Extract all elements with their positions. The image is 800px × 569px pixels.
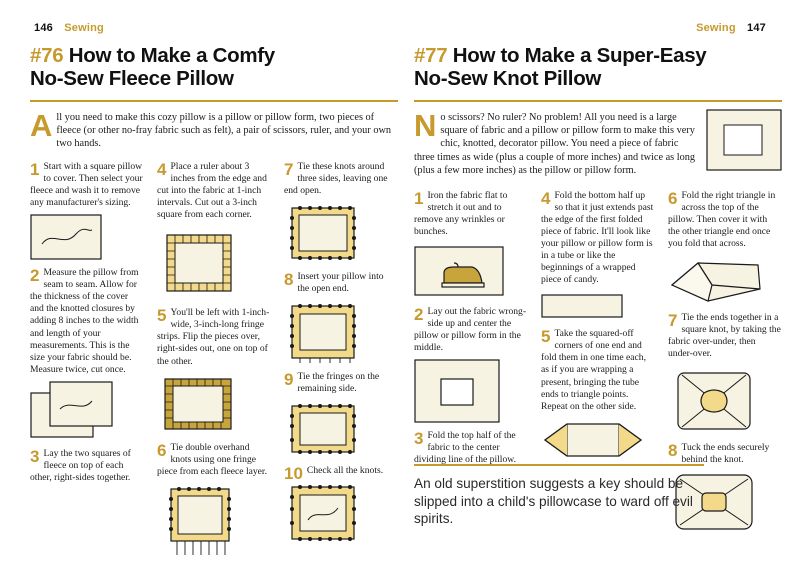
step-text: Place a ruler about 3 inches from the edge and cut into the fabric at 1-inch intervals. Cut out a 3-inch square from each corner. <box>157 160 267 221</box>
step <box>668 312 781 435</box>
step-text: Tie double overhand knots using one fringe piece from each fleece layer. <box>157 441 267 477</box>
step <box>157 307 270 434</box>
section-label-right: Sewing <box>696 22 736 34</box>
step <box>414 430 527 466</box>
illustration-pillow-form-square <box>706 109 782 176</box>
step-number: 3 <box>30 446 40 466</box>
step <box>541 190 654 322</box>
illustration-tie-remaining <box>284 400 397 458</box>
step-number: 1 <box>30 159 40 179</box>
project-76-steps <box>30 161 398 566</box>
drop-cap: N <box>414 107 437 143</box>
project-77-title-line2: No-Sew Knot Pillow <box>414 67 602 91</box>
step-text: Lay the two squares of fleece on top of each other, right-sides together. <box>30 447 131 484</box>
step-number: 9 <box>284 370 294 390</box>
illustration-fringe-strips <box>157 373 270 435</box>
illustration-triangle-points <box>541 418 654 462</box>
step-text: Tuck the ends securely behind the knot. <box>681 442 770 466</box>
step <box>30 161 143 260</box>
title-rule <box>30 100 398 102</box>
step-number: 6 <box>157 440 167 460</box>
step-column-2 <box>157 161 270 566</box>
step <box>284 465 397 544</box>
project-76-intro <box>30 107 398 151</box>
project-76-title <box>30 44 398 91</box>
step-text: Measure the pillow from seam to seam. Allow for the thickness of the cover and the knotted closures by adding 8 inches to the width and length of your measurements. This is the size your fabric should be. Measure twice, cut once. <box>30 267 139 375</box>
step-number: 6 <box>668 188 678 208</box>
illustration-insert-pillow <box>284 300 397 364</box>
step <box>284 371 397 458</box>
step-number: 2 <box>30 266 40 286</box>
step-number: 3 <box>414 429 424 449</box>
illustration-fringed-square <box>157 226 270 300</box>
step-text: Lay out the fabric wrong-side up and center the pillow or pillow form in the middle. <box>414 305 527 354</box>
project-77-title <box>414 44 782 91</box>
project-77-title-line1: How to Make a Super-Easy <box>452 44 707 67</box>
illustration-knotted-square <box>157 483 270 559</box>
step <box>541 328 654 462</box>
step-number: 1 <box>414 188 424 208</box>
project-76 <box>30 44 398 566</box>
step-text: You'll be left with 1-inch-wide, 3-inch-long fringe strips. Flip the pieces over, right-sides out, one on top of the other. <box>157 307 270 367</box>
step-text: Tie the ends together in a square knot, by taking the fabric over-under, then under-over. <box>668 311 781 360</box>
running-head-left <box>30 22 108 34</box>
step-text: Insert your pillow into the open end. <box>297 271 384 295</box>
illustration-fabric-with-pillow <box>414 359 527 423</box>
step-text: Check all the knots. <box>306 465 384 477</box>
step-number: 8 <box>668 441 678 461</box>
step <box>284 161 397 264</box>
project-76-title-line1: How to Make a Comfy <box>68 44 275 67</box>
step-column-1 <box>30 161 143 566</box>
illustration-finished-pillow <box>284 482 397 544</box>
step-number: 8 <box>284 270 294 290</box>
illustration-iron-on-fabric <box>414 243 527 299</box>
step-number: 7 <box>284 159 294 179</box>
step-text: Tie the fringes on the remaining side. <box>297 371 380 395</box>
step <box>30 267 143 441</box>
step-number: 2 <box>414 304 424 324</box>
step-text: Fold the bottom half up so that it just extends past the edge of the first folded piece of fabric. It'll look like your pillow or pillow form is in a tube or like the beginnings of a wrapped piece of candy. <box>541 189 654 286</box>
step-number: 5 <box>541 327 551 347</box>
step-text: Fold the right triangle in across the top of the pillow. Then cover it with the other triangle end once you fold that across. <box>668 189 776 249</box>
illustration-fold-triangles <box>668 255 781 305</box>
step-number: 10 <box>284 464 303 484</box>
intro-body: o scissors? No ruler? No problem! All you need is a large square of fabric and a pillow or pillow form to make this very chic, knotted, decorator pillow. You need a piece of fabric three times as wide (plus a couple of more inches) and twice as long (plus a few more inches) as the pillow or pillow form. <box>414 111 696 177</box>
step-number: 5 <box>157 306 167 326</box>
project-76-title-line2: No-Sew Fleece Pillow <box>30 67 234 91</box>
pull-quote: An old superstition suggests a key should be slipped into a child's pillowcase to ward off evil spirits. <box>414 464 704 528</box>
folio-right: 147 <box>747 22 766 34</box>
folio-left: 146 <box>34 22 53 34</box>
title-rule <box>414 100 782 102</box>
step <box>414 190 527 299</box>
step <box>157 442 270 559</box>
drop-cap: A <box>30 107 53 143</box>
running-head-right <box>692 22 770 34</box>
illustration-three-sides-knotted <box>284 202 397 264</box>
project-76-number: #76 <box>30 44 64 67</box>
step <box>414 306 527 423</box>
step <box>284 271 397 364</box>
step-text: Take the squared-off corners of one end and fold them in one time each, as if you are wrapping a present, bringing the tube ends to triangle points. Repeat on the other side. <box>541 328 646 412</box>
illustration-two-swatches <box>30 381 143 441</box>
step-text: Start with a square pillow to cover. Then select your fleece and wash it to remove any manufacturer's sizing. <box>30 160 143 209</box>
section-label-left: Sewing <box>64 22 104 34</box>
step-text: Iron the fabric flat to stretch it out and to remove any wrinkles or bunches. <box>414 189 508 237</box>
step <box>30 448 143 484</box>
illustration-fleece-swatch <box>30 214 143 260</box>
step <box>668 190 781 305</box>
illustration-folded-tube <box>541 291 654 321</box>
step-text: Tie these knots around three sides, leaving one end open. <box>284 160 388 196</box>
step <box>157 161 270 300</box>
step-number: 7 <box>668 310 678 330</box>
step-column-3 <box>284 161 397 566</box>
step-number: 4 <box>541 188 551 208</box>
step-text: Fold the top half of the fabric to the center dividing line of the pillow. <box>414 430 516 466</box>
step-number: 4 <box>157 159 167 179</box>
project-77-number: #77 <box>414 44 448 67</box>
illustration-square-knot <box>668 365 781 435</box>
intro-body: ll you need to make this cozy pillow is a pillow or pillow form, two pieces of fleece (or other no-fray fabric such as felt), a pair of scissors, ruler, and your own two hands. <box>56 111 392 150</box>
